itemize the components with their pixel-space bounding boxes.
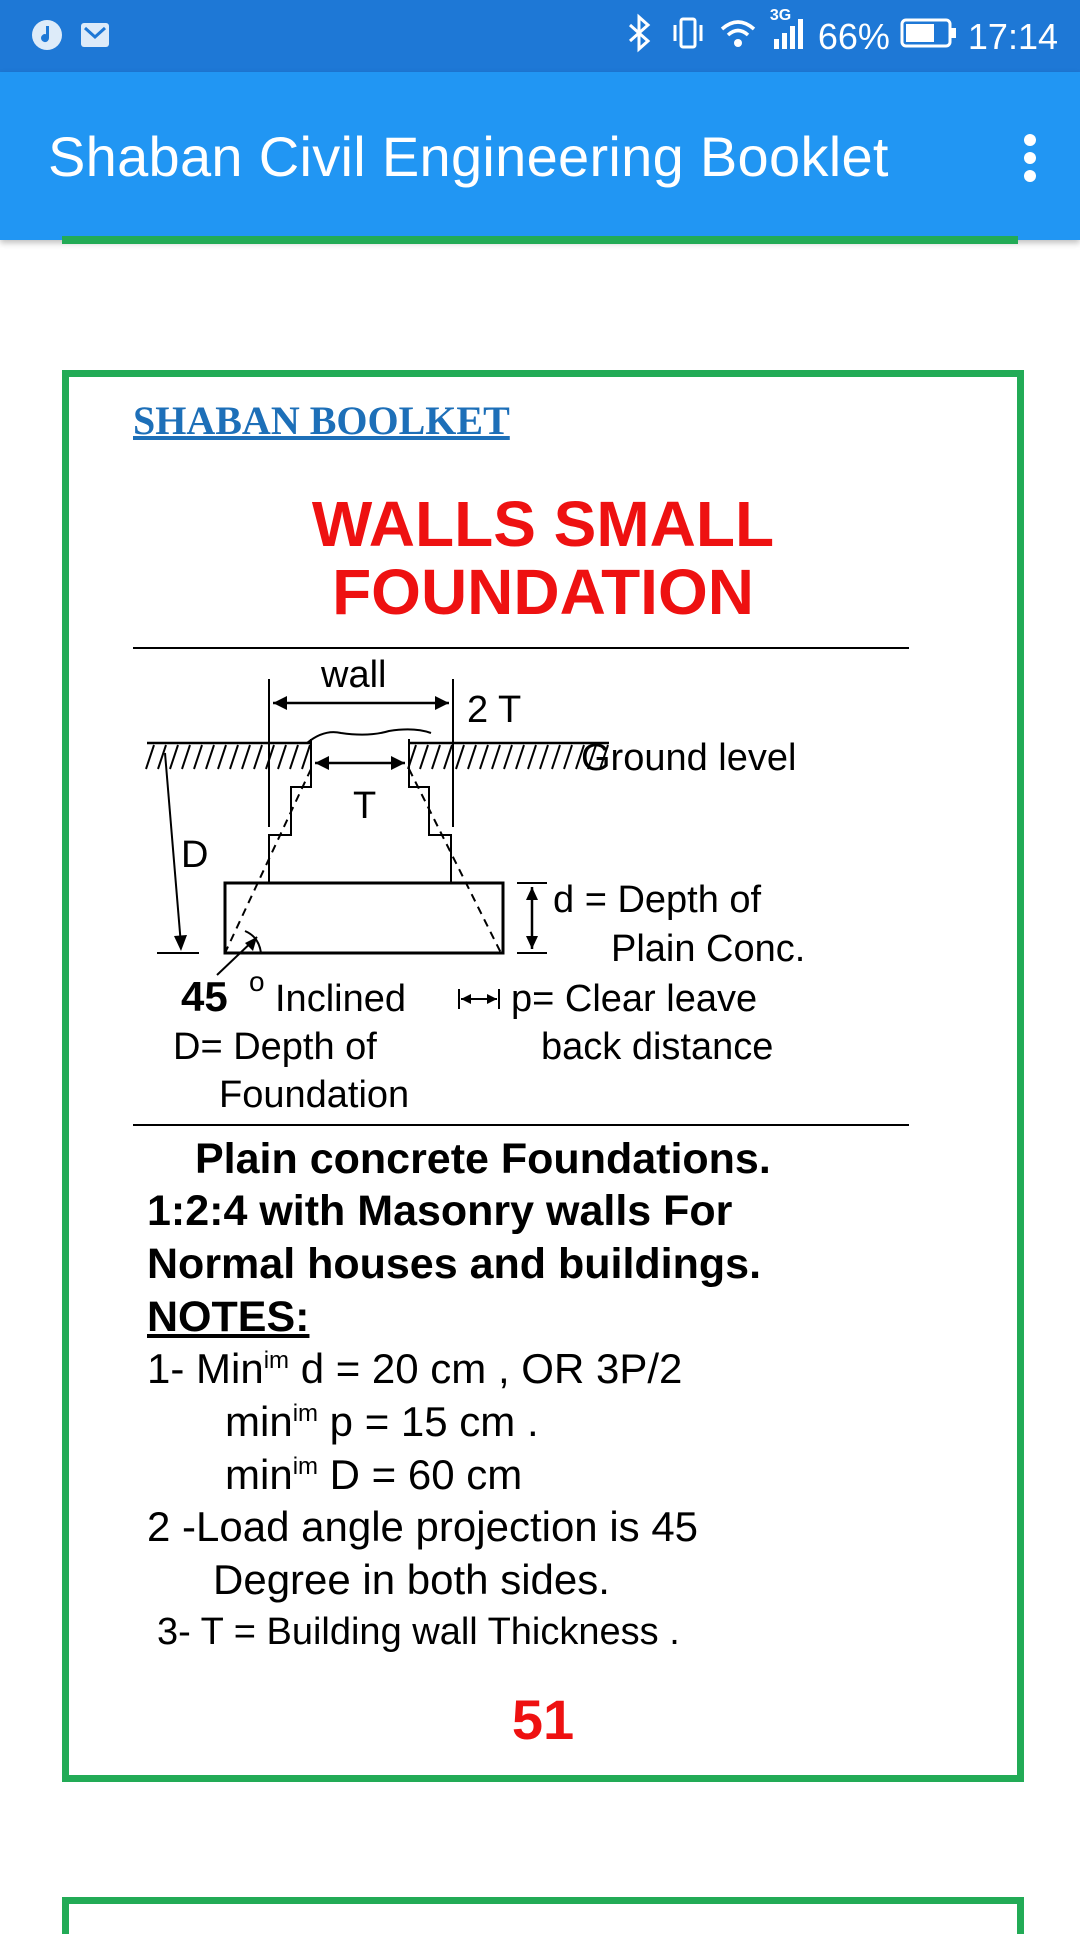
brand-label: SHABAN BOOLKET (133, 398, 510, 443)
note-2 (225, 1398, 539, 1446)
app-title: Shaban Civil Engineering Booklet (48, 125, 889, 188)
label-angle-value: 45 (181, 973, 228, 1020)
note-5: 3- T = Building wall Thickness . (157, 1611, 680, 1653)
note-3 (225, 1451, 522, 1499)
label-depth-line1: d = Depth of (553, 879, 762, 921)
bluetooth-icon (622, 13, 658, 62)
subheading-line3: Normal houses and buildings. (147, 1240, 762, 1288)
note-3-sup: im (292, 1453, 319, 1480)
cell-signal-icon (768, 6, 808, 62)
label-foundation-line2: Foundation (219, 1074, 410, 1116)
label-foundation-line1: D= Depth of (173, 1026, 377, 1068)
note-2-rest: p = 15 cm . (318, 1398, 539, 1445)
clock: 17:14 (967, 16, 1058, 57)
network-type: 3G (769, 6, 792, 24)
note-1-prefix: 1- Min (147, 1345, 264, 1392)
previous-page-edge (62, 236, 1018, 244)
label-d-upper: D (181, 834, 209, 876)
more-vert-icon[interactable] (1010, 128, 1050, 188)
foundation-diagram (69, 377, 1017, 1227)
label-clear-line2: back distance (541, 1026, 774, 1068)
label-angle-text: Inclined (275, 978, 406, 1020)
status-bar (0, 0, 1080, 72)
music-icon (30, 18, 64, 57)
note-1-rest: d = 20 cm , OR 3P/2 (289, 1345, 683, 1392)
subheading-line1: Plain concrete Foundations. (195, 1135, 771, 1183)
page-title-line2: FOUNDATION (332, 556, 754, 628)
label-2t: 2 T (467, 689, 522, 731)
divider-bottom (133, 1124, 909, 1126)
battery-percent: 66% (817, 16, 890, 57)
page-title-line1: WALLS SMALL (311, 488, 775, 560)
label-depth-line2: Plain Conc. (611, 928, 806, 970)
notes-heading: NOTES: (147, 1293, 310, 1341)
note-1 (147, 1345, 682, 1393)
wifi-icon (718, 13, 758, 62)
next-page-edge (62, 1897, 1024, 1934)
page-number: 51 (511, 1688, 575, 1751)
note-1-sup: im (263, 1347, 290, 1374)
note-2-sup: im (292, 1400, 319, 1427)
label-wall: wall (321, 654, 387, 696)
note-4-line1: 2 -Load angle projection is 45 (147, 1503, 699, 1550)
booklet-page (62, 370, 1024, 1782)
mail-icon (78, 18, 112, 57)
vibrate-icon (668, 13, 708, 62)
note-3-rest: D = 60 cm (318, 1451, 523, 1498)
label-clear-line1: p= Clear leave (511, 978, 758, 1020)
subheading-line2: 1:2:4 with Masonry walls For (147, 1187, 733, 1235)
note-4-line2: Degree in both sides. (213, 1556, 610, 1603)
note-2-prefix: min (225, 1398, 293, 1445)
label-angle-degree: o (249, 966, 265, 997)
app-bar (0, 72, 1080, 240)
battery-icon (900, 16, 958, 59)
note-3-prefix: min (225, 1451, 293, 1498)
label-t: T (353, 785, 377, 827)
label-ground-level: Ground level (581, 737, 797, 779)
